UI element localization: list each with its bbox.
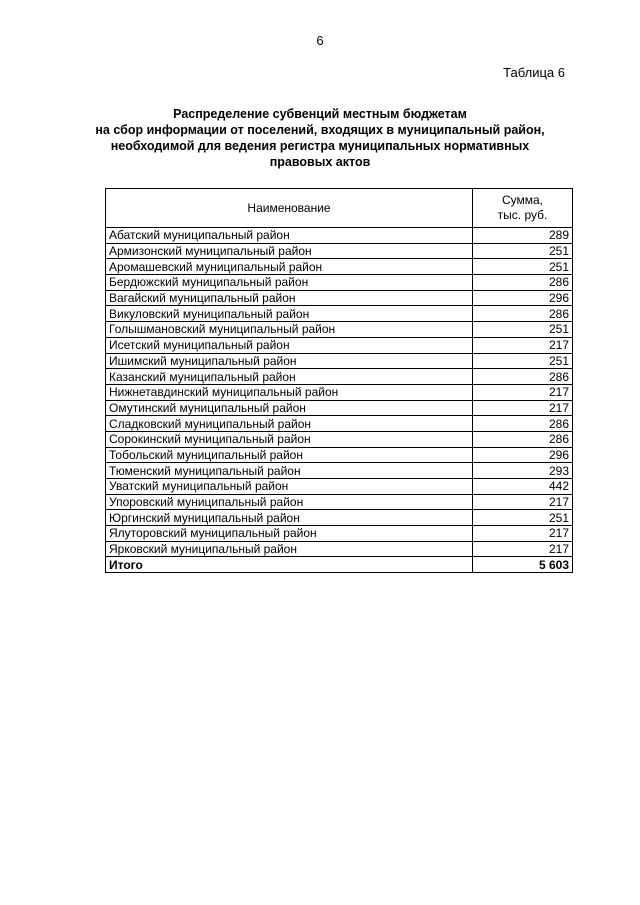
table-row [106, 275, 573, 291]
page-number: 6 [316, 33, 324, 48]
sum-cell: 286 [473, 306, 573, 322]
table-row [106, 400, 573, 416]
table-row [106, 479, 573, 495]
sum-cell: 217 [473, 494, 573, 510]
sum-cell: 251 [473, 510, 573, 526]
table-row [106, 384, 573, 400]
sum-cell: 217 [473, 337, 573, 353]
sum-cell: 293 [473, 463, 573, 479]
district-name-cell: Исетский муниципальный район [106, 337, 473, 353]
sum-cell: 286 [473, 431, 573, 447]
district-name-cell: Омутинский муниципальный район [106, 400, 473, 416]
district-name-cell: Сорокинский муниципальный район [106, 431, 473, 447]
sum-cell: 296 [473, 290, 573, 306]
district-name-cell: Ярковский муниципальный район [106, 541, 473, 557]
district-name-cell: Голышмановский муниципальный район [106, 322, 473, 338]
table-row [106, 290, 573, 306]
sum-cell: 286 [473, 416, 573, 432]
sum-cell: 251 [473, 322, 573, 338]
title-line: Распределение субвенций местным бюджетам [173, 107, 467, 121]
table-row [106, 447, 573, 463]
total-row [106, 557, 573, 573]
title-line: необходимой для ведения регистра муниципальных нормативных [110, 139, 530, 153]
district-name-cell: Викуловский муниципальный район [106, 306, 473, 322]
sum-cell: 286 [473, 275, 573, 291]
table-row [106, 526, 573, 542]
total-sum-cell: 5 603 [473, 557, 573, 573]
district-name-cell: Вагайский муниципальный район [106, 290, 473, 306]
table-row [106, 322, 573, 338]
table-body [106, 228, 573, 573]
sum-cell: 296 [473, 447, 573, 463]
district-name-cell: Бердюжский муниципальный район [106, 275, 473, 291]
district-name-cell: Нижнетавдинский муниципальный район [106, 384, 473, 400]
header-sum-line2: тыс. руб. [497, 208, 548, 222]
table-row [106, 353, 573, 369]
sum-cell: 217 [473, 541, 573, 557]
document-title [80, 106, 560, 170]
district-name-cell: Тобольский муниципальный район [106, 447, 473, 463]
sum-cell: 251 [473, 243, 573, 259]
district-name-cell: Казанский муниципальный район [106, 369, 473, 385]
district-name-cell: Юргинский муниципальный район [106, 510, 473, 526]
table-row [106, 510, 573, 526]
table-row [106, 431, 573, 447]
sum-cell: 289 [473, 228, 573, 244]
sum-cell: 217 [473, 384, 573, 400]
table-row [106, 463, 573, 479]
table-row [106, 494, 573, 510]
sum-cell: 442 [473, 479, 573, 495]
table-header-row [106, 189, 573, 228]
table-row [106, 259, 573, 275]
district-name-cell: Аромашевский муниципальный район [106, 259, 473, 275]
district-name-cell: Упоровский муниципальный район [106, 494, 473, 510]
table-row [106, 337, 573, 353]
sum-cell: 251 [473, 353, 573, 369]
header-name: Наименование [106, 189, 473, 228]
table-row [106, 243, 573, 259]
district-name-cell: Армизонский муниципальный район [106, 243, 473, 259]
table-label: Таблица 6 [503, 65, 565, 80]
subvention-table [105, 188, 573, 573]
table-row [106, 541, 573, 557]
district-name-cell: Уватский муниципальный район [106, 479, 473, 495]
district-name-cell: Ишимский муниципальный район [106, 353, 473, 369]
district-name-cell: Абатский муниципальный район [106, 228, 473, 244]
table-row [106, 306, 573, 322]
district-name-cell: Ялуторовский муниципальный район [106, 526, 473, 542]
sum-cell: 286 [473, 369, 573, 385]
title-line: на сбор информации от поселений, входящих в муниципальный район, [95, 123, 545, 137]
table-row [106, 369, 573, 385]
sum-cell: 217 [473, 400, 573, 416]
district-name-cell: Сладковский муниципальный район [106, 416, 473, 432]
header-sum [473, 189, 573, 228]
district-name-cell: Тюменский муниципальный район [106, 463, 473, 479]
title-line: правовых актов [269, 155, 371, 169]
table-row [106, 416, 573, 432]
table-row [106, 228, 573, 244]
sum-cell: 217 [473, 526, 573, 542]
sum-cell: 251 [473, 259, 573, 275]
total-label-cell: Итого [106, 557, 473, 573]
header-sum-line1: Сумма, [501, 193, 544, 207]
